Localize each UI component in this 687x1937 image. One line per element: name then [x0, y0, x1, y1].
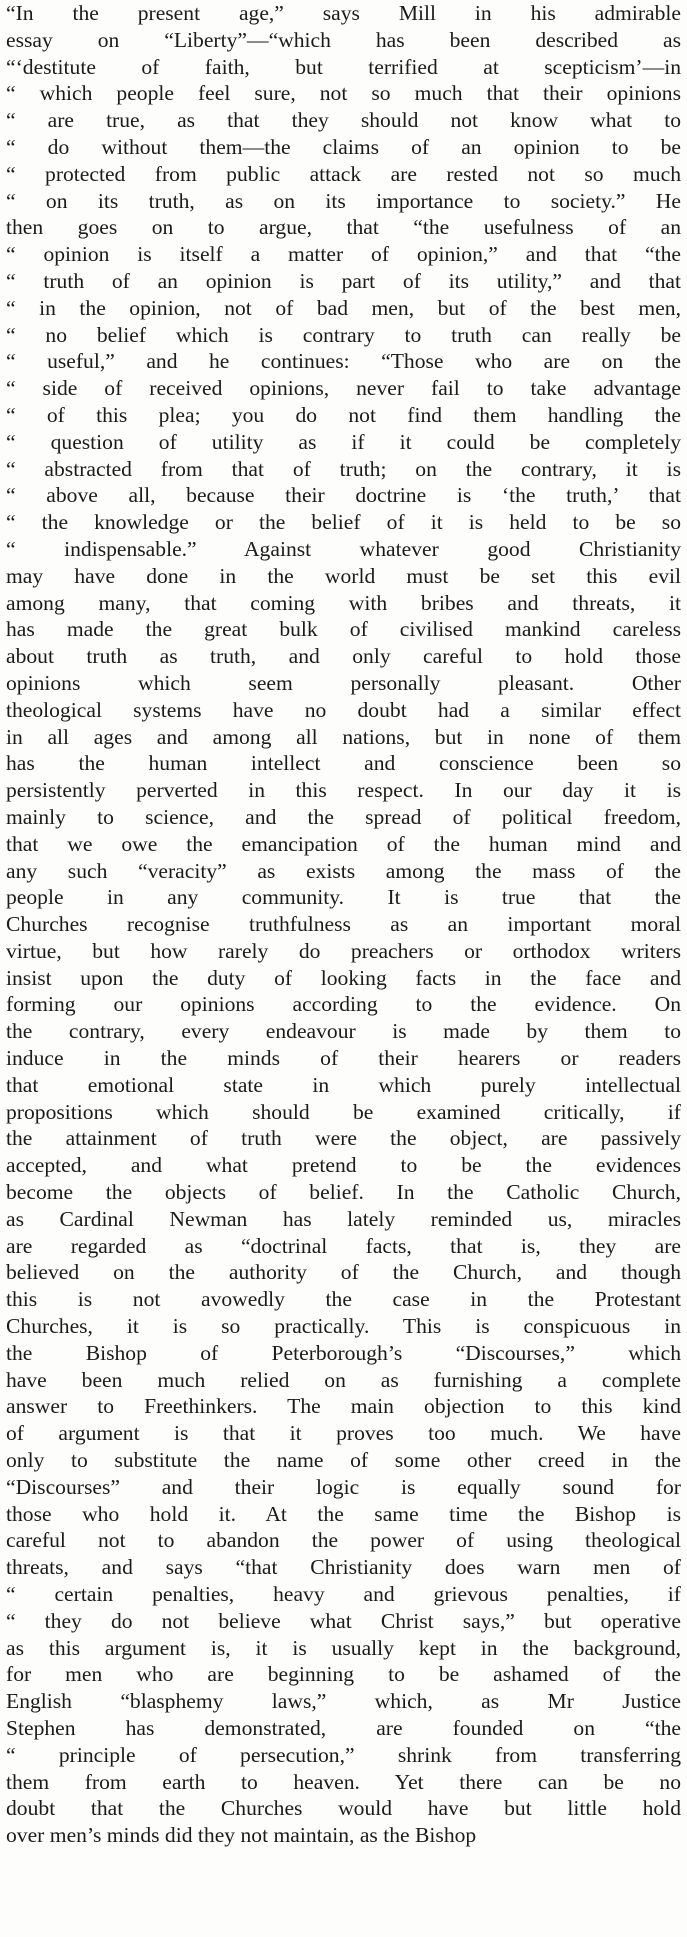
text-line: “ truth of an opinion is part of its utility,” and that — [6, 268, 681, 293]
text-line: “ certain penalties, heavy and grievous penalties, if — [6, 1582, 681, 1607]
text-line: “ abstracted from that of truth; on the contrary, it is — [6, 456, 681, 481]
text-line: “ no belief which is contrary to truth can really be — [6, 322, 681, 347]
text-line: “ opinion is itself a matter of opinion,” and that “the — [6, 242, 681, 267]
text-line: that emotional state in which purely intellectual — [6, 1072, 681, 1097]
text-line: “ above all, because their doctrine is ‘the truth,’ that — [6, 483, 681, 508]
text-line: about truth as truth, and only careful to hold those — [6, 644, 681, 669]
text-line: are regarded as “doctrinal facts, that is, they are — [6, 1233, 681, 1258]
text-line: any such “veracity” as exists among the mass of the — [6, 858, 681, 883]
text-line: has made the great bulk of civilised mankind careless — [6, 617, 681, 642]
text-line: mainly to science, and the spread of political freedom, — [6, 804, 681, 829]
text-line: the contrary, every endeavour is made by them to — [6, 1019, 681, 1044]
text-line: “‘destitute of faith, but terrified at scepticism’—in — [6, 54, 681, 79]
text-line: only to substitute the name of some other creed in the — [6, 1448, 681, 1473]
text-line: as Cardinal Newman has lately reminded us, miracles — [6, 1206, 681, 1231]
text-line: propositions which should be examined critically, if — [6, 1099, 681, 1124]
text-line: believed on the authority of the Church, and though — [6, 1260, 681, 1285]
text-line: English “blasphemy laws,” which, as Mr Justice — [6, 1689, 681, 1714]
text-line: “In the present age,” says Mill in his admirable — [6, 1, 681, 25]
text-line: those who hold it. At the same time the Bishop is — [6, 1501, 681, 1526]
text-line: the Bishop of Peterborough’s “Discourses,” which — [6, 1340, 681, 1365]
text-column — [6, 0, 681, 1849]
text-line: “ useful,” and he continues: “Those who are on the — [6, 349, 681, 374]
text-line: persistently perverted in this respect. In our day it is — [6, 778, 681, 803]
text-line: that we owe the emancipation of the human mind and — [6, 831, 681, 856]
text-line: Churches, it is so practically. This is conspicuous in — [6, 1314, 681, 1339]
text-line: “ side of received opinions, never fail to take advantage — [6, 376, 681, 401]
text-line: theological systems have no doubt had a similar effect — [6, 697, 681, 722]
text-line: over men’s minds did they not maintain, as the Bishop — [6, 1823, 477, 1848]
text-line: the attainment of truth were the object, are passively — [6, 1126, 681, 1151]
text-line: of argument is that it proves too much. We have — [6, 1421, 681, 1446]
text-line: “ question of utility as if it could be completely — [6, 429, 681, 454]
text-line: people in any community. It is true that the — [6, 885, 681, 910]
text-line: “ protected from public attack are rested not so much — [6, 161, 681, 186]
text-line: “ they do not believe what Christ says,” but operative — [6, 1608, 681, 1633]
text-line: has the human intellect and conscience been so — [6, 751, 681, 776]
text-line: induce in the minds of their hearers or readers — [6, 1046, 681, 1071]
text-line: may have done in the world must be set this evil — [6, 563, 681, 588]
text-line: insist upon the duty of looking facts in the face and — [6, 965, 681, 990]
text-line: accepted, and what pretend to be the evidences — [6, 1153, 681, 1178]
text-line: have been much relied on as furnishing a complete — [6, 1367, 681, 1392]
text-line: “ of this plea; you do not find them handling the — [6, 402, 681, 427]
text-line: “ the knowledge or the belief of it is held to be so — [6, 510, 681, 535]
text-line: for men who are beginning to be ashamed of the — [6, 1662, 681, 1687]
text-line: doubt that the Churches would have but little hold — [6, 1796, 681, 1821]
text-line: “ are true, as that they should not know what to — [6, 108, 681, 133]
text-line: virtue, but how rarely do preachers or orthodox writers — [6, 938, 681, 963]
text-line: “Discourses” and their logic is equally sound for — [6, 1474, 681, 1499]
text-line: then goes on to argue, that “the usefulness of an — [6, 215, 681, 240]
text-line: “ in the opinion, not of bad men, but of the best men, — [6, 295, 681, 320]
text-line: become the objects of belief. In the Catholic Church, — [6, 1180, 681, 1205]
text-line: “ on its truth, as on its importance to society.” He — [6, 188, 681, 213]
text-line: “ indispensable.” Against whatever good Christianity — [6, 536, 681, 561]
text-line: opinions which seem personally pleasant. Other — [6, 670, 681, 695]
text-line: threats, and says “that Christianity does warn men of — [6, 1555, 681, 1580]
text-line: answer to Freethinkers. The main objection to this kind — [6, 1394, 681, 1419]
text-line: as this argument is, it is usually kept in the background, — [6, 1635, 681, 1660]
text-line: this is not avowedly the case in the Protestant — [6, 1287, 681, 1312]
text-line: “ which people feel sure, not so much that their opinions — [6, 81, 681, 106]
text-line: in all ages and among all nations, but in none of them — [6, 724, 681, 749]
text-line: “ do without them—the claims of an opinion to be — [6, 134, 681, 159]
text-line: essay on “Liberty”—“which has been described as — [6, 27, 681, 52]
text-line: Churches recognise truthfulness as an important moral — [6, 912, 681, 937]
text-line: forming our opinions according to the evidence. On — [6, 992, 681, 1017]
text-line: “ principle of persecution,” shrink from transferring — [6, 1742, 681, 1767]
text-line: among many, that coming with bribes and threats, it — [6, 590, 681, 615]
text-line: careful not to abandon the power of using theological — [6, 1528, 681, 1553]
text-line: Stephen has demonstrated, are founded on “the — [6, 1716, 681, 1740]
text-line: them from earth to heaven. Yet there can be no — [6, 1769, 681, 1794]
